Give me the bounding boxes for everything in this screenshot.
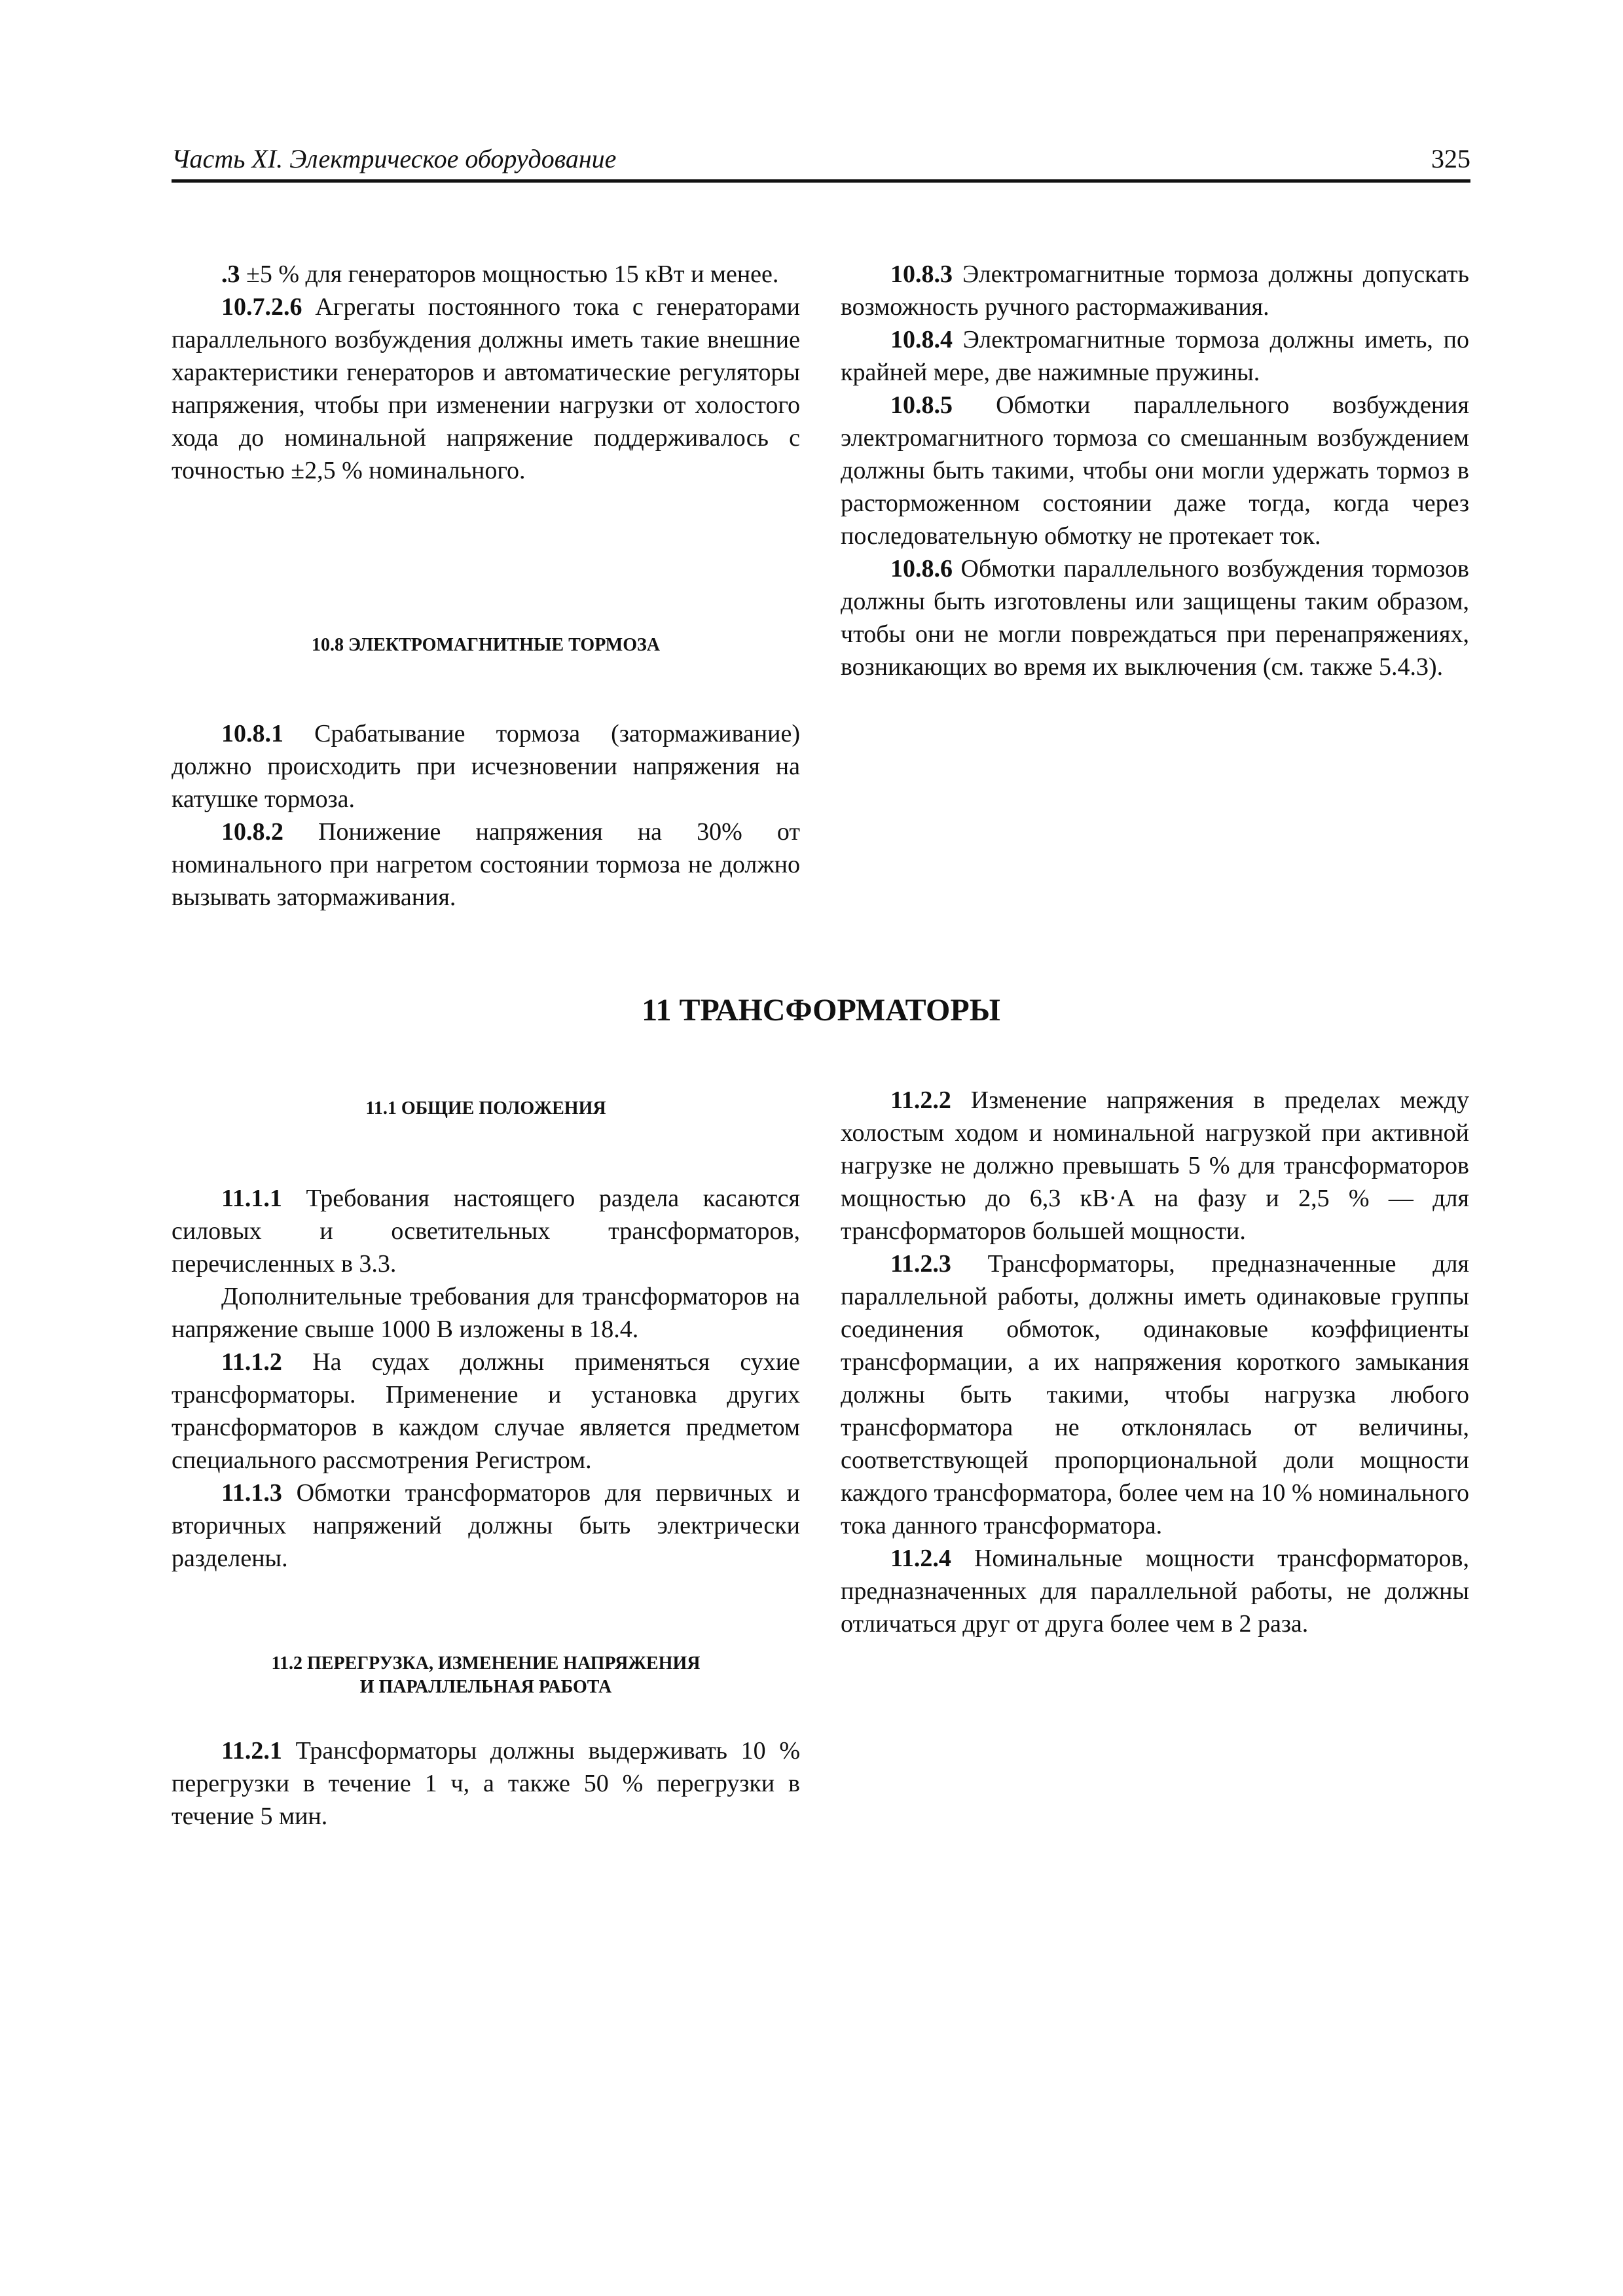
chapter-title: 11 ТРАНСФОРМАТОРЫ xyxy=(642,993,1000,1028)
clause-text: Понижение напряжения на 30% от номинального при нагретом состоянии тормоза не должно вызывать затормаживания. xyxy=(172,818,800,911)
clause-text: Обмотки параллельного возбуждения тормозов должны быть изготовлены или защищены таким образом, чтобы они не могли повреждаться при перенапряжениях, возникающих во время их выключения (см. также 5.4.3). xyxy=(841,555,1469,681)
clause-text: Срабатывание тормоза (затормаживание) должно происходить при исчезновении напряжения на катушке тормоза. xyxy=(172,720,800,813)
paragraph xyxy=(172,291,800,487)
clause-text: Дополнительные требования для трансформаторов на напряжение свыше 1000 В изложены в 18.4. xyxy=(172,1283,800,1343)
clause-text: Трансформаторы, предназначенные для параллельной работы, должны иметь одинаковые группы соединения обмоток, одинаковые коэффициенты трансформации, а их напряжения короткого замыкания должны быть такими, чтобы нагрузка любого трансформатора не отклонялась от величины, соответствующей пропорциональной доли мощности каждого трансформатора, более чем на 10 % номинального тока данного трансформатора. xyxy=(841,1250,1469,1539)
section-title-11-2 xyxy=(172,1652,800,1699)
clause-text: Номинальные мощности трансформаторов, предназначенных для параллельной работы, не должны отличаться друг от друга более чем в 2 раза. xyxy=(841,1545,1469,1638)
section-title-text: 11.1 ОБЩИЕ ПОЛОЖЕНИЯ xyxy=(365,1098,606,1119)
bottom-left-column-lower xyxy=(172,1734,800,1833)
clause-number: .3 xyxy=(221,260,240,288)
clause-text: Трансформаторы должны выдерживать 10 % перегрузки в течение 1 ч, а также 50 % перегрузки в течение 5 мин. xyxy=(172,1737,800,1830)
clause-text: Агрегаты постоянного тока с генераторами параллельного возбуждения должны иметь такие внешние характеристики генераторов и автоматические регуляторы напряжения, чтобы при изменении нагрузки от холостого хода до номинальной напряжение поддерживалось с точностью ±2,5 % номинального. xyxy=(172,293,800,484)
paragraph xyxy=(841,1247,1469,1542)
clause-number: 11.1.1 xyxy=(221,1185,282,1212)
paragraph xyxy=(172,816,800,914)
clause-number: 10.8.5 xyxy=(890,391,953,419)
paragraph xyxy=(172,1477,800,1575)
clause-text: Электромагнитные тормоза должны иметь, по крайней мере, две нажимные пружины. xyxy=(841,326,1469,386)
clause-number: 11.2.4 xyxy=(890,1545,951,1572)
section-title-text: 10.8 ЭЛЕКТРОМАГНИТНЫЕ ТОРМОЗА xyxy=(312,635,660,655)
clause-number: 11.1.3 xyxy=(221,1479,282,1507)
clause-text: Обмотки параллельного возбуждения электромагнитного тормоза со смешанным возбуждением должны быть такими, чтобы они могли удержать тормоз в расторможенном состоянии даже тогда, когда через последовательную обмотку не протекает ток. xyxy=(841,391,1469,550)
paragraph xyxy=(172,1734,800,1833)
clause-number: 10.8.1 xyxy=(221,720,283,747)
clause-text: Обмотки трансформаторов для первичных и вторичных напряжений должны быть электрически разделены. xyxy=(172,1479,800,1572)
clause-text: Электромагнитные тормоза должны допускать возможность ручного растормаживания. xyxy=(841,260,1469,321)
section-title-line: И ПАРАЛЛЕЛЬНАЯ РАБОТА xyxy=(359,1677,612,1697)
clause-text: Изменение напряжения в пределах между холостым ходом и номинальной нагрузкой при активной нагрузке не должно превышать 5 % для трансформаторов мощностью до 6,3 кВ·А на фазу и 2,5 % — для трансформаторов большей мощности. xyxy=(841,1086,1469,1245)
clause-text: На судах должны применяться сухие трансформаторы. Применение и установка других трансформаторов в каждом случае является предметом специального рассмотрения Регистром. xyxy=(172,1348,800,1474)
clause-number: 10.8.4 xyxy=(890,326,953,353)
clause-number: 10.8.6 xyxy=(890,555,953,583)
paragraph xyxy=(841,1542,1469,1640)
section-title-line: 11.2 ПЕРЕГРУЗКА, ИЗМЕНЕНИЕ НАПРЯЖЕНИЯ xyxy=(271,1653,701,1674)
paragraph xyxy=(841,323,1469,389)
paragraph xyxy=(172,1346,800,1477)
paragraph xyxy=(841,389,1469,552)
paragraph xyxy=(172,258,800,291)
paragraph xyxy=(841,258,1469,323)
top-left-column-lower xyxy=(172,717,800,914)
section-title-11-1 xyxy=(172,1097,800,1121)
clause-number: 11.2.2 xyxy=(890,1086,951,1114)
paragraph xyxy=(172,1182,800,1280)
clause-text: Требования настоящего раздела касаются силовых и осветительных трансформаторов, перечисленных в 3.3. xyxy=(172,1185,800,1278)
top-left-column xyxy=(172,258,800,487)
clause-number: 10.8.3 xyxy=(890,260,953,288)
clause-number: 10.7.2.6 xyxy=(221,293,302,321)
paragraph xyxy=(841,552,1469,683)
running-header xyxy=(172,145,1470,183)
clause-number: 10.8.2 xyxy=(221,818,283,846)
bottom-left-column xyxy=(172,1182,800,1575)
paragraph xyxy=(172,717,800,816)
paragraph xyxy=(841,1084,1469,1247)
header-title: Часть XI. Электрическое оборудование xyxy=(172,144,617,173)
paragraph xyxy=(172,1280,800,1346)
clause-number: 11.2.3 xyxy=(890,1250,951,1278)
page-number: 325 xyxy=(1431,144,1470,173)
clause-number: 11.2.1 xyxy=(221,1737,282,1765)
bottom-right-column xyxy=(841,1084,1469,1640)
clause-text: ±5 % для генераторов мощностью 15 кВт и менее. xyxy=(240,260,779,288)
top-right-column xyxy=(841,258,1469,683)
clause-number: 11.1.2 xyxy=(221,1348,282,1376)
section-title-10-8 xyxy=(172,634,800,657)
